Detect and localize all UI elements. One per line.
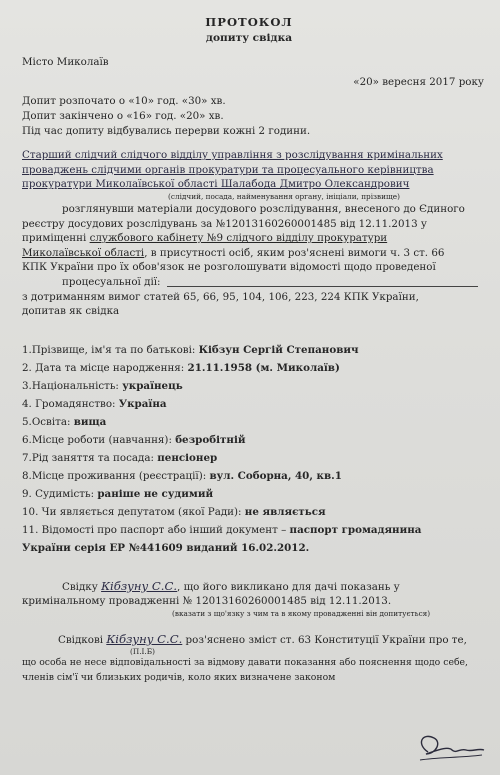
witness-name: Кібзуну С.С. bbox=[101, 578, 178, 593]
review-line-6: процесуальної дії: bbox=[22, 275, 484, 290]
review-line-8: допитав як свідка bbox=[22, 305, 120, 318]
city: Місто Миколаїв bbox=[22, 56, 109, 69]
field-nationality: 3.Національність: українець bbox=[22, 379, 183, 392]
field-deputy: 10. Чи являється депутатом (якої Ради): не являється bbox=[22, 505, 326, 518]
investigator-line-1: Старший слідчий слідчого відділу управління з розслідування кримінальних bbox=[22, 149, 443, 162]
field-citizenship: 4. Громадянство: Україна bbox=[22, 397, 167, 410]
field-occupation: 7.Рід заняття та посада: пенсіонер bbox=[22, 451, 218, 464]
witness-paragraph bbox=[14, 579, 484, 618]
investigator-caption: (слідчий, посада, найменування органу, ініціали, прізвище) bbox=[168, 191, 400, 201]
rights-line-1: Свідкові Кібзуну С.С. роз'яснено зміст ст. 63 Конституції України про те, bbox=[58, 631, 467, 646]
field-residence: 8.Місце проживання (реєстрації): вул. Соборна, 40, кв.1 bbox=[22, 469, 342, 482]
witness-caption: (вказати з що'язку з чим та в якому провадженні він допитується) bbox=[172, 608, 431, 618]
field-passport: 11. Відомості про паспорт або інший документ – паспорт громадянина bbox=[22, 523, 422, 536]
review-line-7: з дотриманням вимог статей 65, 66, 95, 104, 106, 223, 224 КПК України, bbox=[22, 290, 419, 303]
field-name: 1.Прізвище, ім'я та по батькові: Кібзун Сергій Степанович bbox=[22, 343, 359, 356]
field-workplace: 6.Місце роботи (навчання): безробітній bbox=[22, 433, 246, 446]
start-time: Допит розпочато о «10» год. «30» хв. bbox=[22, 95, 226, 108]
interrogation-times bbox=[14, 94, 484, 138]
rights-witness-name: Кібзуну С.С. bbox=[106, 631, 183, 646]
document-subtitle: допиту свідка bbox=[205, 31, 293, 44]
breaks-note: Під час допиту відбувались перерви кожні 2 години. bbox=[22, 124, 311, 137]
rights-line-3: членів сім'ї чи близьких родичів, коло яких визначене законом bbox=[22, 672, 336, 684]
region-name: Миколаївської області bbox=[22, 246, 145, 259]
review-line-4: Миколаївської області, в присутності осіб, яким роз'яснені вимоги ч. 3 ст. 66 bbox=[22, 246, 445, 259]
field-passport-cont: України серія ЕР №441609 виданий 16.02.2012. bbox=[22, 541, 310, 554]
witness-line-1: Свідку Кібзуну С.С., що його викликано для дачі показань у bbox=[62, 578, 400, 593]
protocol-date: «20» вересня 2017 року bbox=[353, 75, 484, 88]
field-education: 5.Освіта: вища bbox=[22, 415, 107, 428]
document-title: ПРОТОКОЛ bbox=[205, 15, 293, 29]
review-line-3: приміщенні службового кабінету №9 слідчого відділу прокуратури bbox=[22, 232, 388, 245]
rights-caption: (П.І.Б) bbox=[130, 647, 155, 657]
rights-paragraph bbox=[14, 632, 484, 686]
investigator-block bbox=[14, 148, 484, 192]
witness-line-2: кримінальному провадженні № 12013160260001485 від 12.11.2013. bbox=[22, 595, 392, 608]
review-line-5: КПК України про їх обов'язок не розголошувати відомості щодо проведеної bbox=[22, 261, 436, 274]
field-birth: 2. Дата та місце народження: 21.11.1958 (м. Миколаїв) bbox=[22, 361, 340, 374]
investigator-line-2: проваджень слідчими органів прокуратури та процесуального керівництва bbox=[22, 163, 434, 176]
blank-line bbox=[167, 285, 478, 287]
field-criminal-record: 9. Судимість: раніше не судимий bbox=[22, 487, 214, 500]
witness-fields bbox=[14, 341, 484, 557]
signature-mark bbox=[408, 730, 488, 770]
rights-line-2: що особа не несе відповідальності за відмову давати показання або пояснення щодо себе, bbox=[22, 657, 468, 669]
room-name: службового кабінету №9 слідчого відділу прокуратури bbox=[89, 232, 388, 245]
review-line-2: реєстру досудових розслідувань за №12013160260001485 від 12.11.2013 у bbox=[22, 217, 427, 230]
investigator-line-3: прокуратури Миколаївської області Шалабода Дмитро Олександрович bbox=[22, 178, 410, 191]
review-paragraph bbox=[14, 202, 484, 319]
review-line-1: розглянувши матеріали досудового розслідування, внесеного до Єдиного bbox=[62, 202, 465, 215]
end-time: Допит закінчено о «16» год. «20» хв. bbox=[22, 109, 224, 122]
